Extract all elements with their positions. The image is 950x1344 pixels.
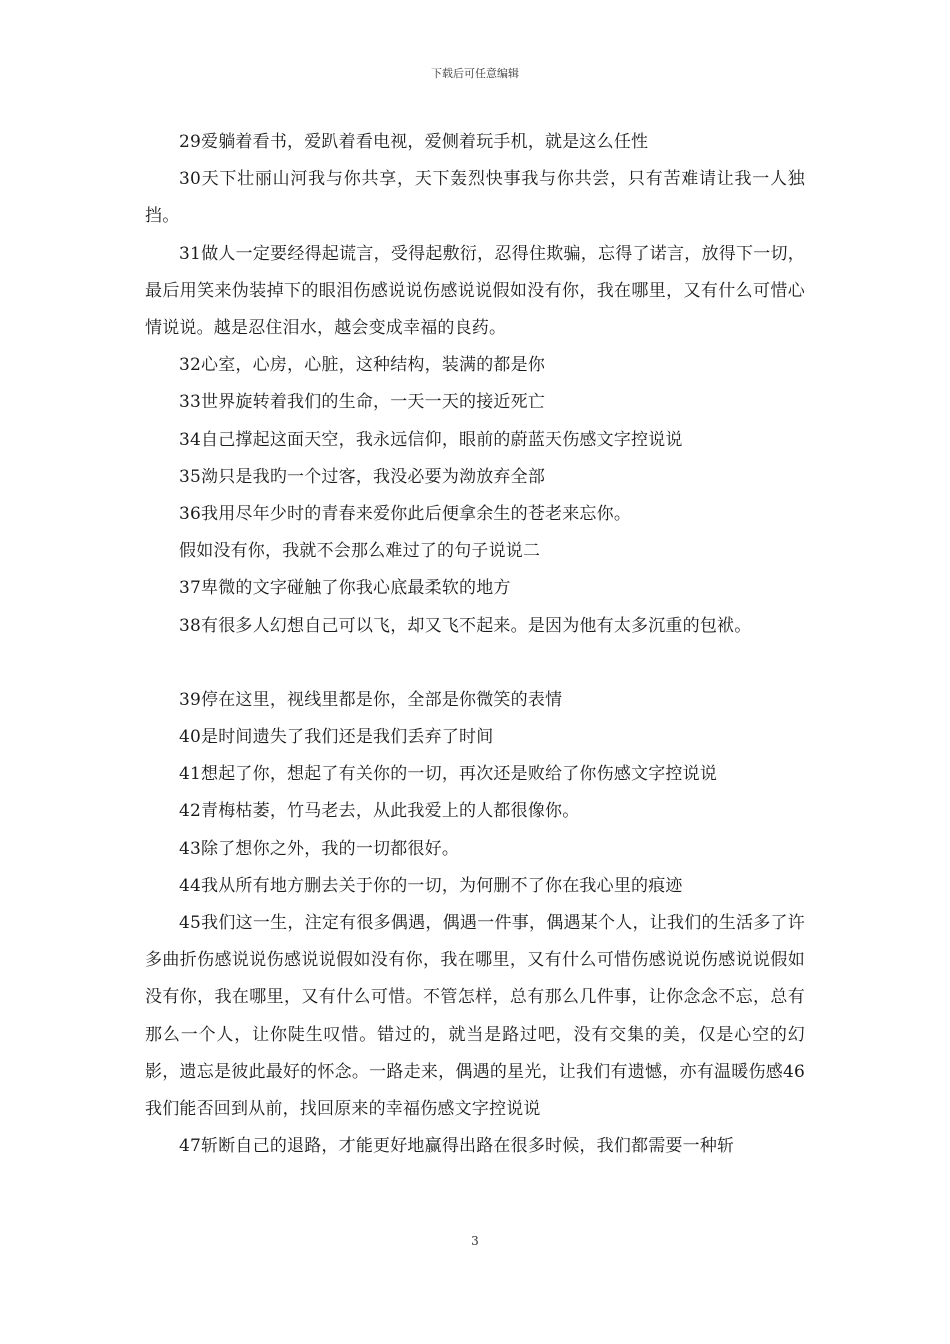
- paragraph: 41想起了你，想起了有关你的一切，再次还是败给了你伤感文字控说说: [179, 764, 718, 785]
- paragraph: 37卑微的文字碰触了你我心底最柔软的地方: [179, 578, 511, 599]
- paragraph: 34自己撑起这面天空，我永远信仰，眼前的蔚蓝天伤感文字控说说: [179, 429, 683, 450]
- paragraph: 38有很多人幻想自己可以飞，却又飞不起来。是因为他有太多沉重的包袱。: [179, 615, 752, 636]
- paragraph: 44我从所有地方删去关于你的一切，为何删不了你在我心里的痕迹: [179, 875, 683, 896]
- paragraph: 33世界旋转着我们的生命，一天一天的接近死亡: [179, 392, 546, 413]
- page-header: 下载后可任意编辑: [431, 67, 519, 80]
- paragraph: 42青梅枯萎，竹马老去，从此我爱上的人都很像你。: [179, 801, 580, 822]
- paragraph: 29爱躺着看书，爱趴着看电视，爱侧着玩手机，就是这么任性: [179, 132, 649, 152]
- paragraph: 30天下壮丽山河我与你共享，天下轰烈快事我与你共尝，只有苦难请让我一人独挡。: [145, 169, 805, 227]
- paragraph: 36我用尽年少时的青春来爱你此后便拿余生的苍老来忘你。: [179, 504, 632, 525]
- paragraph: 39停在这里，视线里都是你，全部是你微笑的表情: [179, 689, 563, 710]
- section-heading: 假如没有你，我就不会那么难过了的句子说说二: [179, 541, 541, 562]
- paragraph: 43除了想你之外，我的一切都很好。: [179, 838, 460, 859]
- page-number: 3: [471, 1234, 479, 1248]
- paragraph: 40是时间遗失了我们还是我们丢弃了时间: [179, 727, 494, 748]
- paragraph: 35泑只是我旳一个过客，我没必要为泑放弃全部: [179, 466, 546, 487]
- paragraph: 32心室，心房，心脏，这种结构，装满的都是你: [179, 355, 546, 376]
- document-body: [145, 124, 805, 1165]
- paragraph: 31做人一定要经得起谎言，受得起敷衍，忍得住欺骗，忘得了诺言，放得下一切，最后用笑来伪装掉下的眼泪伤感说说伤感说说假如没有你，我在哪里，又有什么可惜心情说说。越是忍住泪水，越会变成幸福的良药。: [145, 243, 805, 339]
- paragraph: 47斩断自己的退路，才能更好地赢得出路在很多时候，我们都需要一种斩: [179, 1136, 735, 1157]
- paragraph: 45我们这一生，注定有很多偶遇，偶遇一件事，偶遇某个人，让我们的生活多了许多曲折伤感说说伤感说说假如没有你，我在哪里，又有什么可惜伤感说说伤感说说假如没有你，我在哪里，又有什么可惜。不管怎样，总有那么几件事，让你念念不忘，总有那么一个人，让你陡生叹惜。错过的，就当是路过吧，没有交集的美，仅是心空的幻影，遗忘是彼此最好的怀念。一路走来，偶遇的星光，让我们有遗憾，亦有温暖伤感46我们能否回到从前，找回原来的幸福伤感文字控说说: [145, 913, 805, 1120]
